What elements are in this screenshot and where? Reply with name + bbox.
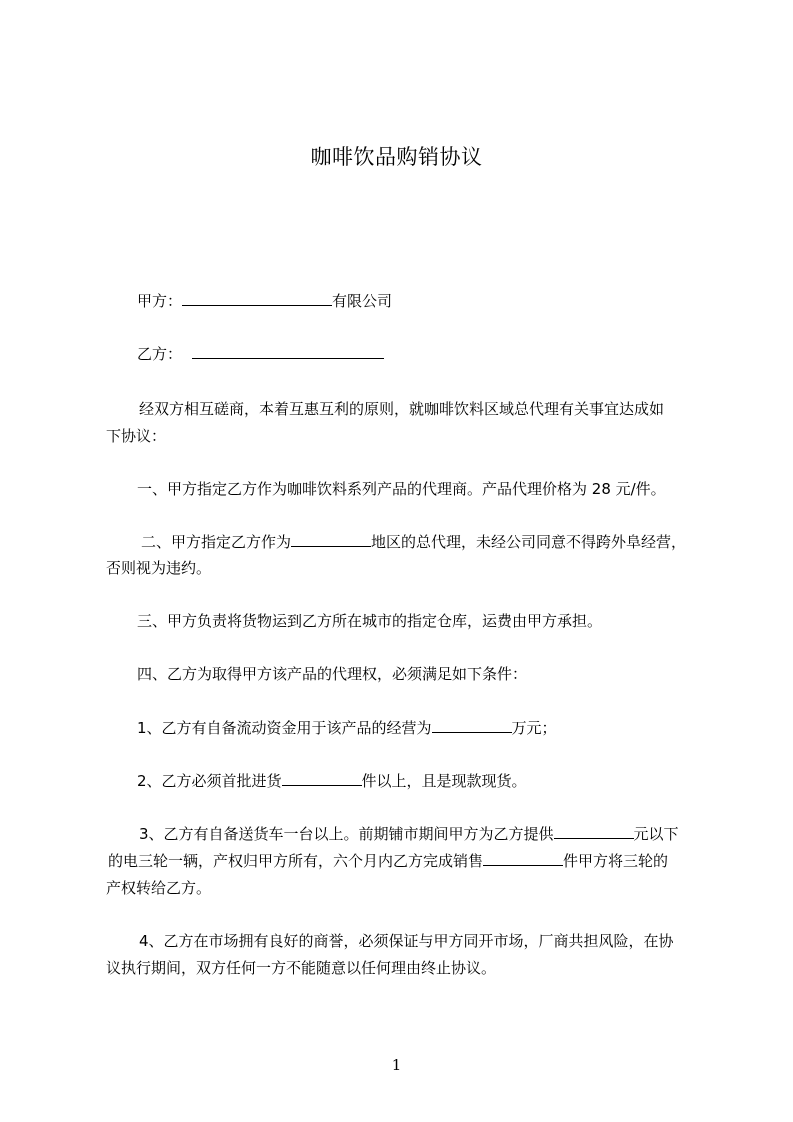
condition-2 [137, 770, 527, 792]
party-b-line [137, 343, 384, 365]
sales-target-blank [483, 850, 563, 866]
party-b-name-blank [192, 343, 384, 359]
document-title: 咖啡饮品购销协议 [310, 145, 483, 169]
condition-4-line-1: 4、乙方在市场拥有良好的商誉，必须保证与甲方同开市场，厂商共担风险，在协 [139, 932, 674, 950]
condition-1 [137, 717, 557, 739]
party-a-suffix: 有限公司 [332, 292, 393, 310]
clause-3: 三、甲方负责将货物运到乙方所在城市的指定仓库，运费由甲方承担。 [137, 612, 603, 630]
party-a-line [137, 290, 392, 312]
condition-3-suffix: 元以下 [633, 825, 679, 843]
condition-3-line-1 [139, 823, 679, 845]
clause-1: 一、甲方指定乙方作为咖啡饮料系列产品的代理商。产品代理价格为 28 元/件。 [137, 480, 666, 498]
capital-blank [432, 717, 512, 733]
condition-1-prefix: 1、乙方有自备流动资金用于该产品的经营为 [137, 719, 432, 737]
condition-3-line2-suffix: 件甲方将三轮的 [563, 852, 669, 870]
tricycle-value-blank [554, 823, 634, 839]
intro-line-2: 下协议： [106, 427, 167, 445]
clause-2-prefix: 二、甲方指定乙方作为 [141, 533, 292, 551]
party-b-label: 乙方： [137, 345, 183, 363]
condition-4-line-2: 议执行期间，双方任何一方不能随意以任何理由终止协议。 [106, 959, 497, 977]
condition-3-line-2 [108, 850, 668, 872]
clause-4: 四、乙方为取得甲方该产品的代理权，必须满足如下条件： [137, 665, 528, 683]
region-blank [291, 531, 371, 547]
clause-2-suffix: 地区的总代理，未经公司同意不得跨外阜经营， [371, 533, 687, 551]
clause-2-line-2: 否则视为违约。 [106, 559, 212, 577]
party-a-name-blank [182, 290, 332, 306]
intro-line-1: 经双方相互磋商，本着互惠互利的原则，就咖啡饮料区域总代理有关事宜达成如 [139, 400, 665, 418]
clause-2-line-1 [141, 531, 686, 553]
condition-3-prefix: 3、乙方有自备送货车一台以上。前期铺市期间甲方为乙方提供 [139, 825, 554, 843]
condition-2-suffix: 件以上，且是现款现货。 [361, 772, 527, 790]
first-order-blank [282, 770, 362, 786]
condition-1-suffix: 万元； [511, 719, 557, 737]
page-number: 1 [391, 1056, 402, 1074]
condition-3-line2-prefix: 的电三轮一辆，产权归甲方所有，六个月内乙方完成销售 [108, 852, 484, 870]
condition-3-line-3: 产权转给乙方。 [106, 879, 212, 897]
condition-2-prefix: 2、乙方必须首批进货 [137, 772, 282, 790]
party-a-label: 甲方： [137, 292, 183, 310]
